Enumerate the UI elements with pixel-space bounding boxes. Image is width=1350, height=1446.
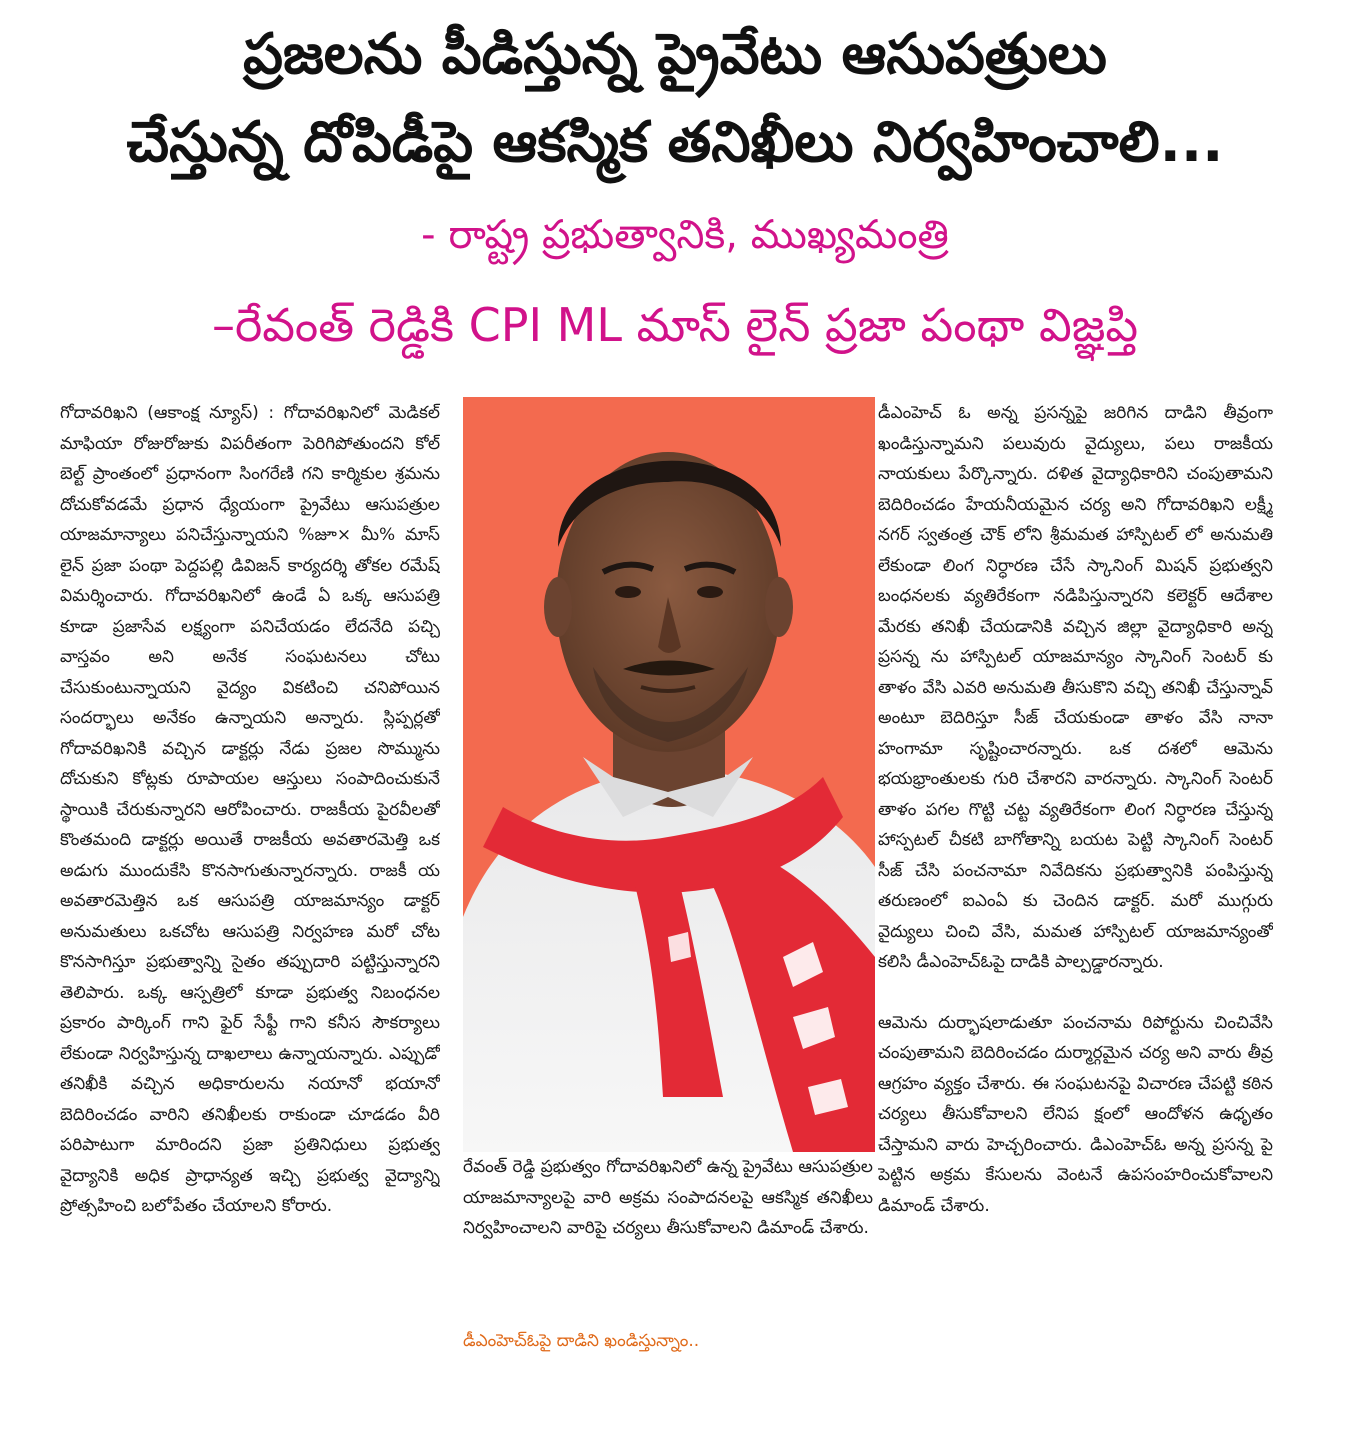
headline-line-2: చేస్తున్న దోపిడీపై ఆకస్మిక తనిఖీలు నిర్వహించాలి... xyxy=(126,110,1224,175)
caption-text: రేవంత్ రెడ్డి ప్రభుత్వం గోదావరిఖనిలో ఉన్న ప్రైవేటు ఆసుపత్రుల యాజమాన్యాలపై వారి అక్రమ సంపాదనలపై ఆకస్మిక తనిఖీలు నిర్వహించాలని వారిపై చర్యలు తీసుకోవాలని డిమాండ్ చేశారు. xyxy=(463,1157,873,1238)
article-column-right xyxy=(878,398,1273,1428)
photo-caption xyxy=(463,1152,873,1310)
article-body-right-p1: డీఎంహెచ్ ఓ అన్న ప్రసన్నపై జరిగిన దాడిని తీవ్రంగా ఖండిస్తున్నామని పలువురు వైద్యులు, పలు రాజకీయ నాయకులు పేర్కొన్నారు. దళిత వైద్యాధికారిని చంపుతామని బెదిరించడం హేయనీయమైన చర్య అని గోదావరిఖని లక్ష్మీ నగర్ స్వతంత్ర చౌక్ లోని శ్రీమమత హాస్పిటల్ లో అనుమతి లేకుండా లింగ నిర్ధారణ చేసే స్కానింగ్ మిషన్ ప్రభుత్వని బంధనలకు వ్యతిరేకంగా నడిపిస్తున్నారని కలెక్టర్ ఆదేశాల మేరకు తనిఖీ చేయడానికి వచ్చిన జిల్లా వైద్యాధికారి అన్న ప్రసన్న ను హాస్పిటల్ యాజమాన్యం స్కానింగ్ సెంటర్ కు తాళం వేసి ఎవరి అనుమతి తీసుకొని వచ్చి తనిఖీ చేస్తున్నావ్ అంటూ బెదిరిస్తూ సీజ్ చేయకుండా తాళం వేసి నానా హంగామా సృష్టించారన్నారు. ఒక దశలో ఆమెను భయభ్రాంతులకు గురి చేశారని వారన్నారు. స్కానింగ్ సెంటర్ తాళం పగల గొట్టి చట్ట వ్యతిరేకంగా లింగ నిర్ధారణ చేస్తున్న హాస్పటల్ చీకటి బాగోతాన్ని బయట పెట్టి స్కానింగ్ సెంటర్ సీజ్ చేసి పంచనామా నివేదికను ప్రభుత్వానికి పంపిస్తున్న తరుణంలో ఐఎంఏ కు చెందిన డాక్టర్. మరో ముగ్గురు వైద్యులు చించి వేసి, మమత హాస్పిటల్ యాజమాన్యంతో కలిసి డీఎంహెచ్ఓపై దాడికి పాల్పడ్డారన్నారు. xyxy=(878,403,1273,972)
subheading-line-1: - రాష్ట్ర ప్రభుత్వానికి, ముఖ్యమంత్రి xyxy=(421,212,949,258)
article-column-left xyxy=(60,398,440,1428)
portrait-photo xyxy=(463,397,875,1152)
subheading-line-2: –రేవంత్ రెడ్డికి CPI ML మాస్ లైన్ ప్రజా పంథా విజ్ఞప్తి xyxy=(211,298,1139,352)
portrait-illustration xyxy=(463,397,875,1152)
article-body-right-p2: ఆమెను దుర్భాషలాడుతూ పంచనామ రిపోర్టును చించివేసి చంపుతామని బెదిరించడం దుర్మార్గమైన చర్య అని వారు తీవ్ర ఆగ్రహం వ్యక్తం చేశారు. ఈ సంఘటనపై విచారణ చేపట్టి కఠిన చర్యలు తీసుకోవాలని లేనిప క్షంలో ఆందోళన ఉధృతం చేస్తామని వారు హెచ్చరించారు. డిఎంహెచ్ఓ అన్న ప్రసన్న పై పెట్టిన అక్రమ కేసులను వెంటనే ఉపసంహరించుకోవాలని డిమాండ్ చేశారు. xyxy=(878,1012,1273,1216)
article-body-left: గోదావరిఖని (ఆకాంక్ష న్యూస్) : గోదావరిఖనిలో మెడికల్ మాఫియా రోజురోజుకు విపరీతంగా పెరిగిపోతుందని కోల్ బెల్ట్ ప్రాంతంలో ప్రధానంగా సింగరేణి గని కార్మికుల శ్రమను దోచుకోవడమే ప్రధాన ధ్యేయంగా ప్రైవేటు ఆసుపత్రుల యాజమాన్యాలు పనిచేస్తున్నాయని %జూ× మీ% మాస్ లైన్ ప్రజా పంథా పెద్దపల్లి డివిజన్ కార్యదర్శి తోకల రమేష్ విమర్శించారు. గోదావరిఖనిలో ఉండే ఏ ఒక్క ఆసుపత్రి కూడా ప్రజాసేవ లక్ష్యంగా పనిచేయడం లేదనేది పచ్చి వాస్తవం అని అనేక సంఘటనలు చోటు చేసుకుంటున్నాయని వైద్యం వికటించి చనిపోయిన సందర్భాలు అనేకం ఉన్నాయని అన్నారు. స్లిప్పర్లతో గోదావరిఖనికి వచ్చిన డాక్టర్లు నేడు ప్రజల సొమ్మును దోచుకుని కోట్లకు రూపాయల ఆస్తులు సంపాదించుకునే స్థాయికి చేరుకున్నారని ఆరోపించారు. రాజకీయ పైరవీలతో కొంతమంది డాక్టర్లు అయితే రాజకీయ అవతారమెత్తి ఒక అడుగు ముందుకేసి కొనసాగుతున్నారన్నారు. రాజకీ య అవతారమెత్తిన ఒక ఆసుపత్రి యాజమాన్యం డాక్టర్ అనుమతులు ఒకచోట ఆసుపత్రి నిర్వహణ మరో చోట కొనసాగిస్తూ ప్రభుత్వాన్ని సైతం తప్పుదారి పట్టిస్తున్నారని తెలిపారు. ఒక్క ఆస్పత్రిలో కూడా ప్రభుత్వ నిబంధనల ప్రకారం పార్కింగ్ గాని ఫైర్ సేఫ్టీ గాని కనీస సౌకర్యాలు లేకుండా నిర్వహిస్తున్న దాఖలాలు ఉన్నాయన్నారు. ఎప్పుడో తనిఖీకి వచ్చిన అధికారులను నయానో భయానో బెదిరించడం వారిని తనిఖీలకు రాకుండా చూడడం వీరి పరిపాటుగా మారిందని ప్రజా ప్రతినిధులు ప్రభుత్వ వైద్యానికి అధిక ప్రాధాన్యత ఇచ్చి ప్రభుత్వ వైద్యాన్ని ప్రోత్సహించి బలోపేతం చేయాలని కోరారు. xyxy=(60,403,440,1216)
section-subhead: డీఎంహెచ్ఓపై దాడిని ఖండిస్తున్నాం.. xyxy=(463,1331,700,1351)
paragraph-gap xyxy=(878,978,1273,1008)
headline-line-1: ప్రజలను పీడిస్తున్న ప్రైవేటు ఆసుపత్రులు xyxy=(243,22,1107,87)
